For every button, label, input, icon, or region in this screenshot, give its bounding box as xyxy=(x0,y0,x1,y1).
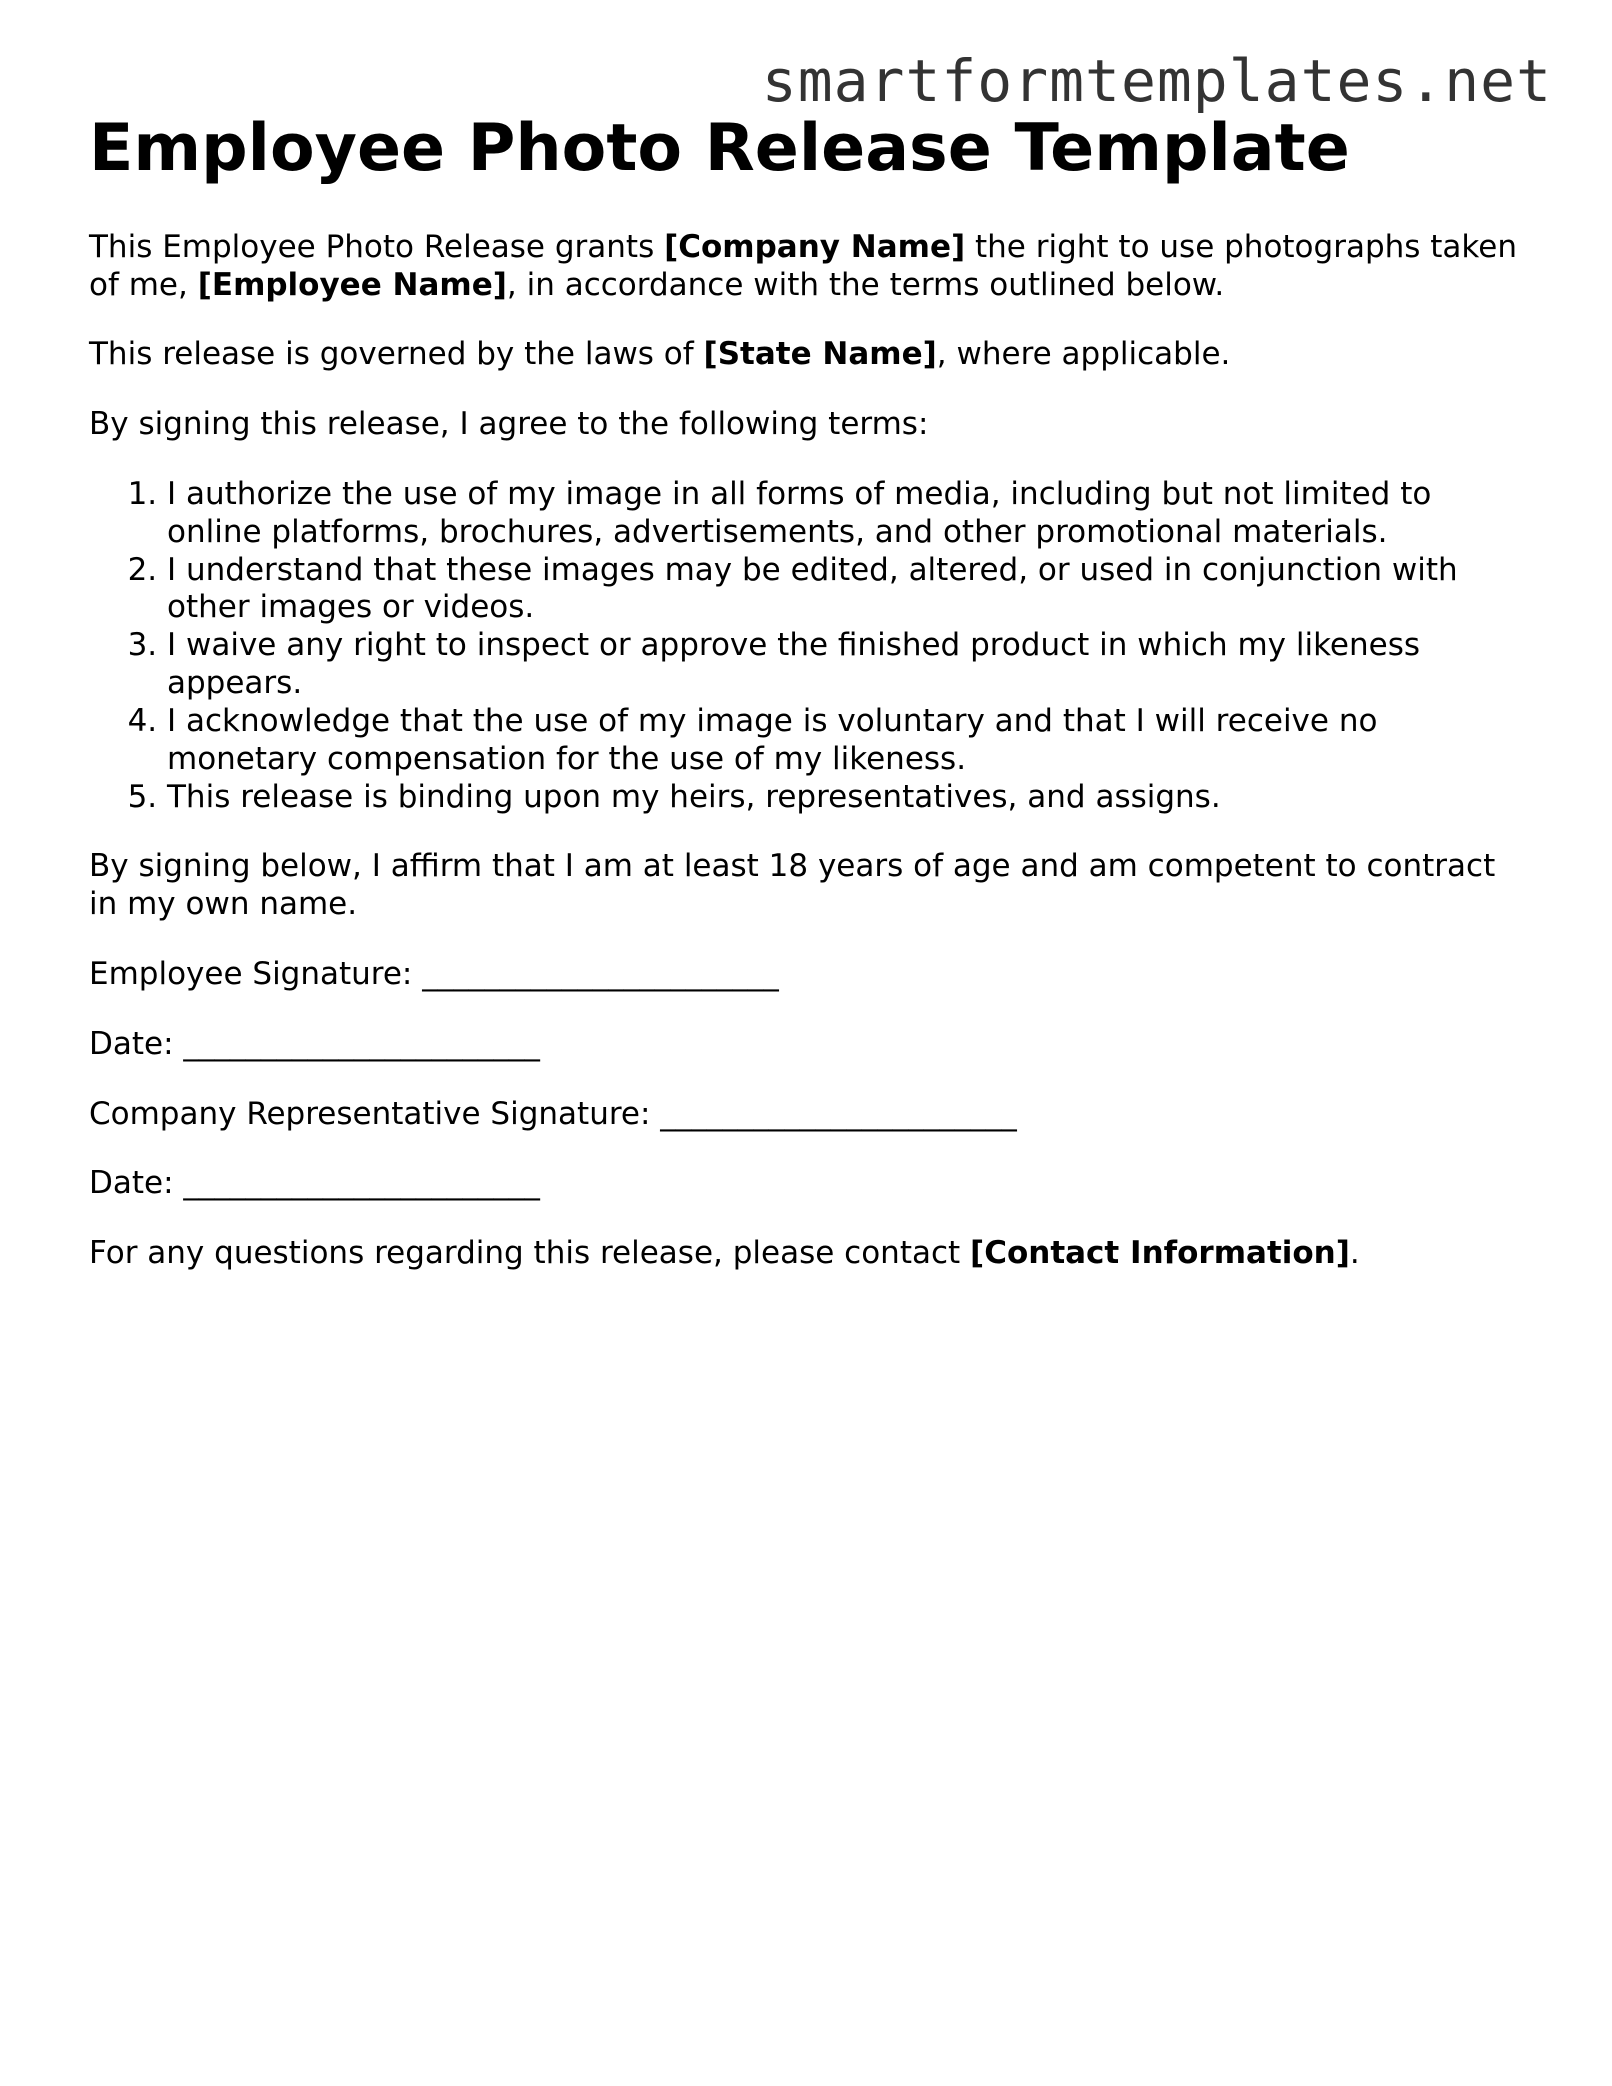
watermark: smartformtemplates.net xyxy=(761,47,1552,115)
contact-paragraph xyxy=(89,1235,1529,1273)
page-title: Employee Photo Release Template xyxy=(89,111,1350,186)
list-item: 5. This release is binding upon my heirs, representatives, and assigns. xyxy=(167,779,1529,817)
governing-law-paragraph xyxy=(89,336,1529,374)
company-date-line: Date: _______________________ xyxy=(89,1165,540,1202)
governing-text-1: This release is governed by the laws of xyxy=(89,336,704,373)
employee-date-line: Date: _______________________ xyxy=(89,1025,540,1062)
list-item: 1. I authorize the use of my image in all forms of media, including but not limited to online platforms, brochures, advertisements, and other promotional materials. xyxy=(167,476,1529,552)
employee-signature-line: Employee Signature: _______________________ xyxy=(89,955,779,992)
contact-text-1: For any questions regarding this release, please contact xyxy=(89,1235,971,1272)
terms-intro: By signing this release, I agree to the following terms: xyxy=(89,406,929,443)
contact-text-2: . xyxy=(1349,1235,1360,1272)
terms-list xyxy=(89,476,1529,816)
contact-info-placeholder: [Contact Information] xyxy=(970,1235,1350,1272)
governing-text-2: , where applicable. xyxy=(936,336,1231,373)
intro-text-3: , in accordance with the terms outlined below. xyxy=(506,266,1225,303)
list-item: 3. I waive any right to inspect or approve the finished product in which my likeness appears. xyxy=(167,627,1529,703)
state-name-placeholder: [State Name] xyxy=(703,336,937,373)
affirmation-paragraph: By signing below, I affirm that I am at least 18 years of age and am competent to contract in my own name. xyxy=(89,848,1496,923)
intro-paragraph xyxy=(89,229,1529,305)
company-signature-line: Company Representative Signature: _______________________ xyxy=(89,1095,1017,1132)
document xyxy=(89,112,1529,1305)
intro-text-2: the right to use photographs taken of me, xyxy=(89,228,1517,303)
list-item: 4. I acknowledge that the use of my image is voluntary and that I will receive no monetary compensation for the use of my likeness. xyxy=(167,703,1529,779)
company-name-placeholder: [Company Name] xyxy=(664,228,966,265)
intro-text-1: This Employee Photo Release grants xyxy=(89,228,665,265)
employee-name-placeholder: [Employee Name] xyxy=(197,266,507,303)
list-item: 2. I understand that these images may be edited, altered, or used in conjunction with other images or videos. xyxy=(167,552,1529,628)
